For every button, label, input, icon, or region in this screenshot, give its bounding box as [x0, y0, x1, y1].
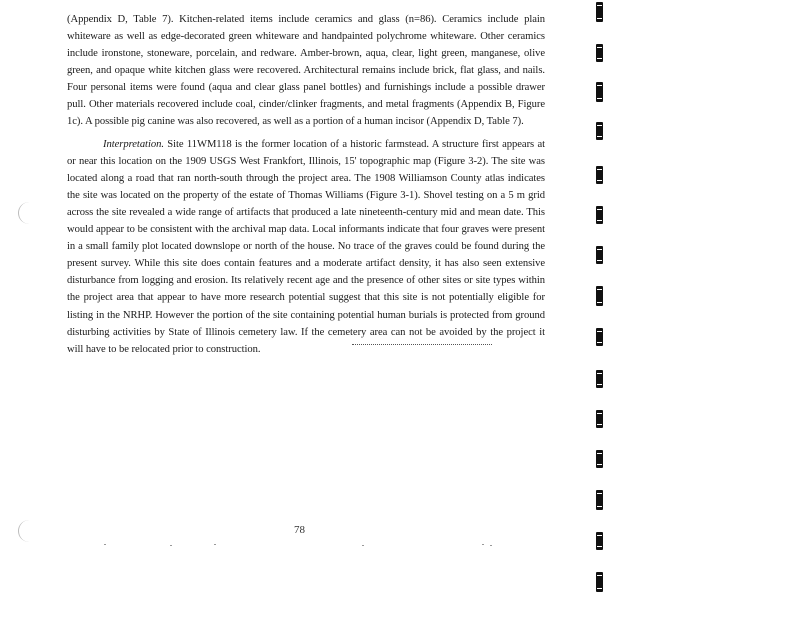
margin-tab-mark	[596, 2, 603, 22]
dotted-rule	[352, 344, 492, 345]
margin-tab-mark	[596, 44, 603, 62]
scan-speck	[362, 545, 364, 546]
margin-tab-mark	[596, 490, 603, 510]
margin-tab-mark	[596, 572, 603, 592]
interpretation-body: Site 11WM118 is the former location of a historic farmstead. A structure first appears at or near this location on the 1909 USGS West Frankfort, Illinois, 15' topographic map (Figure 3-2). The site was located along a road that ran north-south through the project area. The 1908 Williamson County atlas indicates the site was located on the property of the estate of Thomas Williams (Figure 3-1). Shovel testing on a 5 m grid across the site revealed a wide range of artifacts that produced a late nineteenth-century mid and mean date. This would appear to be consistent with the archival map data. Local informants indicate that four graves were present in a small family plot located downslope or north of the house. No trace of the graves could be found during the present survey. While this site does contain features and a moderate artifact density, it has also seen extensive disturbance from logging and erosion. Its relatively recent age and the presence of other sites or site types within the project area that appear to have more research potential suggest that this site is not potentially eligible for listing in the NRHP. However the portion of the site containing potential human burials is protected from ground disturbing activities by State of Illinois cemetery law. If the cemetery area can not be avoided by the project it will have to be relocated prior to construction.	[67, 138, 545, 355]
margin-tab-mark	[596, 450, 603, 468]
margin-tab-mark	[596, 286, 603, 306]
margin-tab-mark	[596, 82, 603, 102]
margin-tab-mark	[596, 122, 603, 140]
paragraph-artifacts: (Appendix D, Table 7). Kitchen-related items include ceramics and glass (n=86). Ceramics include plain whiteware as well as edge-decorated green whiteware and handpainted polychrome whiteware. Other ceramics include ironstone, stoneware, porcelain, and redware. Amber-brown, aqua, clear, light green, manganese, olive green, and opaque white kitchen glass were recovered. Architectural remains include brick, flat glass, and nails. Four personal items were found (aqua and clear glass panel bottles) and furnishings include a possible drawer pull. Other materials recovered include coal, cinder/clinker fragments, and metal fragments (Appendix B, Figure 1c). A possible pig canine was also recovered, as well as a portion of a human incisor (Appendix D, Table 7).	[67, 13, 545, 128]
interpretation-heading: Interpretation.	[103, 138, 164, 150]
scan-speck	[214, 544, 216, 545]
binding-hole-mark	[18, 202, 29, 224]
paragraph-interpretation	[67, 136, 545, 358]
margin-tab-mark	[596, 206, 603, 224]
scan-speck	[170, 545, 172, 546]
page-number: 78	[294, 524, 305, 536]
margin-tab-mark	[596, 328, 603, 346]
scan-speck	[482, 544, 484, 545]
scan-speck	[104, 544, 106, 545]
margin-tab-mark	[596, 370, 603, 388]
margin-tab-mark	[596, 166, 603, 184]
scan-speck	[490, 545, 492, 546]
margin-tab-mark	[596, 532, 603, 550]
margin-tab-mark	[596, 410, 603, 428]
binding-hole-mark	[18, 520, 29, 542]
margin-tab-mark	[596, 246, 603, 264]
